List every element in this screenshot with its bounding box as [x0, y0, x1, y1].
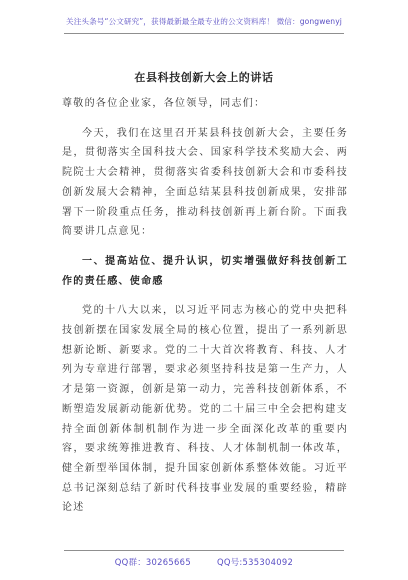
header-divider: [64, 33, 344, 34]
footer-qq-number: QQ号:535304092: [216, 557, 294, 567]
section-heading: 一、提高站位、提升认识，切实增强做好科技创新工作的责任感、使命感: [62, 255, 348, 287]
document-title: 在县科技创新大会上的讲话: [134, 71, 274, 84]
salutation: 尊敬的各位企业家，各位领导，同志们：: [62, 98, 266, 109]
body-paragraph: 党的十八大以来，以习近平同志为核心的党中央把科技创新摆在国家发展全局的核心位置，提出了一系列新思想新论断、新要求。党的二十大首次将教育、科技、人才列为专章进行部署，要求必须坚持科技是第一生产力，人才是第一资源，创新是第一动力，完善科技创新体系，不断塑造发展新动能新优势。党的二十届三中全会把构建支持全面创新体制机制作为进一步全面深化改革的重要内容，要求统筹推进教育、科技、人才体制机制一体改革，健全新型举国体制，提升国家创新体系整体效能。习近平总书记深刻总结了新时代科技事业发展的重要经验，精辟论述: [62, 305, 348, 514]
footer-qq-group: QQ群：30265665: [114, 557, 191, 567]
document-body: [62, 94, 348, 518]
footer-divider: [64, 550, 344, 551]
footer-contact: [0, 556, 408, 568]
intro-paragraph: 今天，我们在这里召开某县科技创新大会，主要任务是，贯彻落实全国科技大会、国家科学技术奖励大会、两院院士大会精神，贯彻落实省委科技创新大会和市委科技创新发展大会精神，全面总结某县科技创新成果，安排部署下一阶段重点任务，推动科技创新再上新台阶。下面我简要讲几点意见：: [62, 127, 348, 238]
header-notice: 关注头条号“公文研究”，获得最新最全最专业的公文资料库！ 微信：gongwenyj: [66, 17, 342, 26]
